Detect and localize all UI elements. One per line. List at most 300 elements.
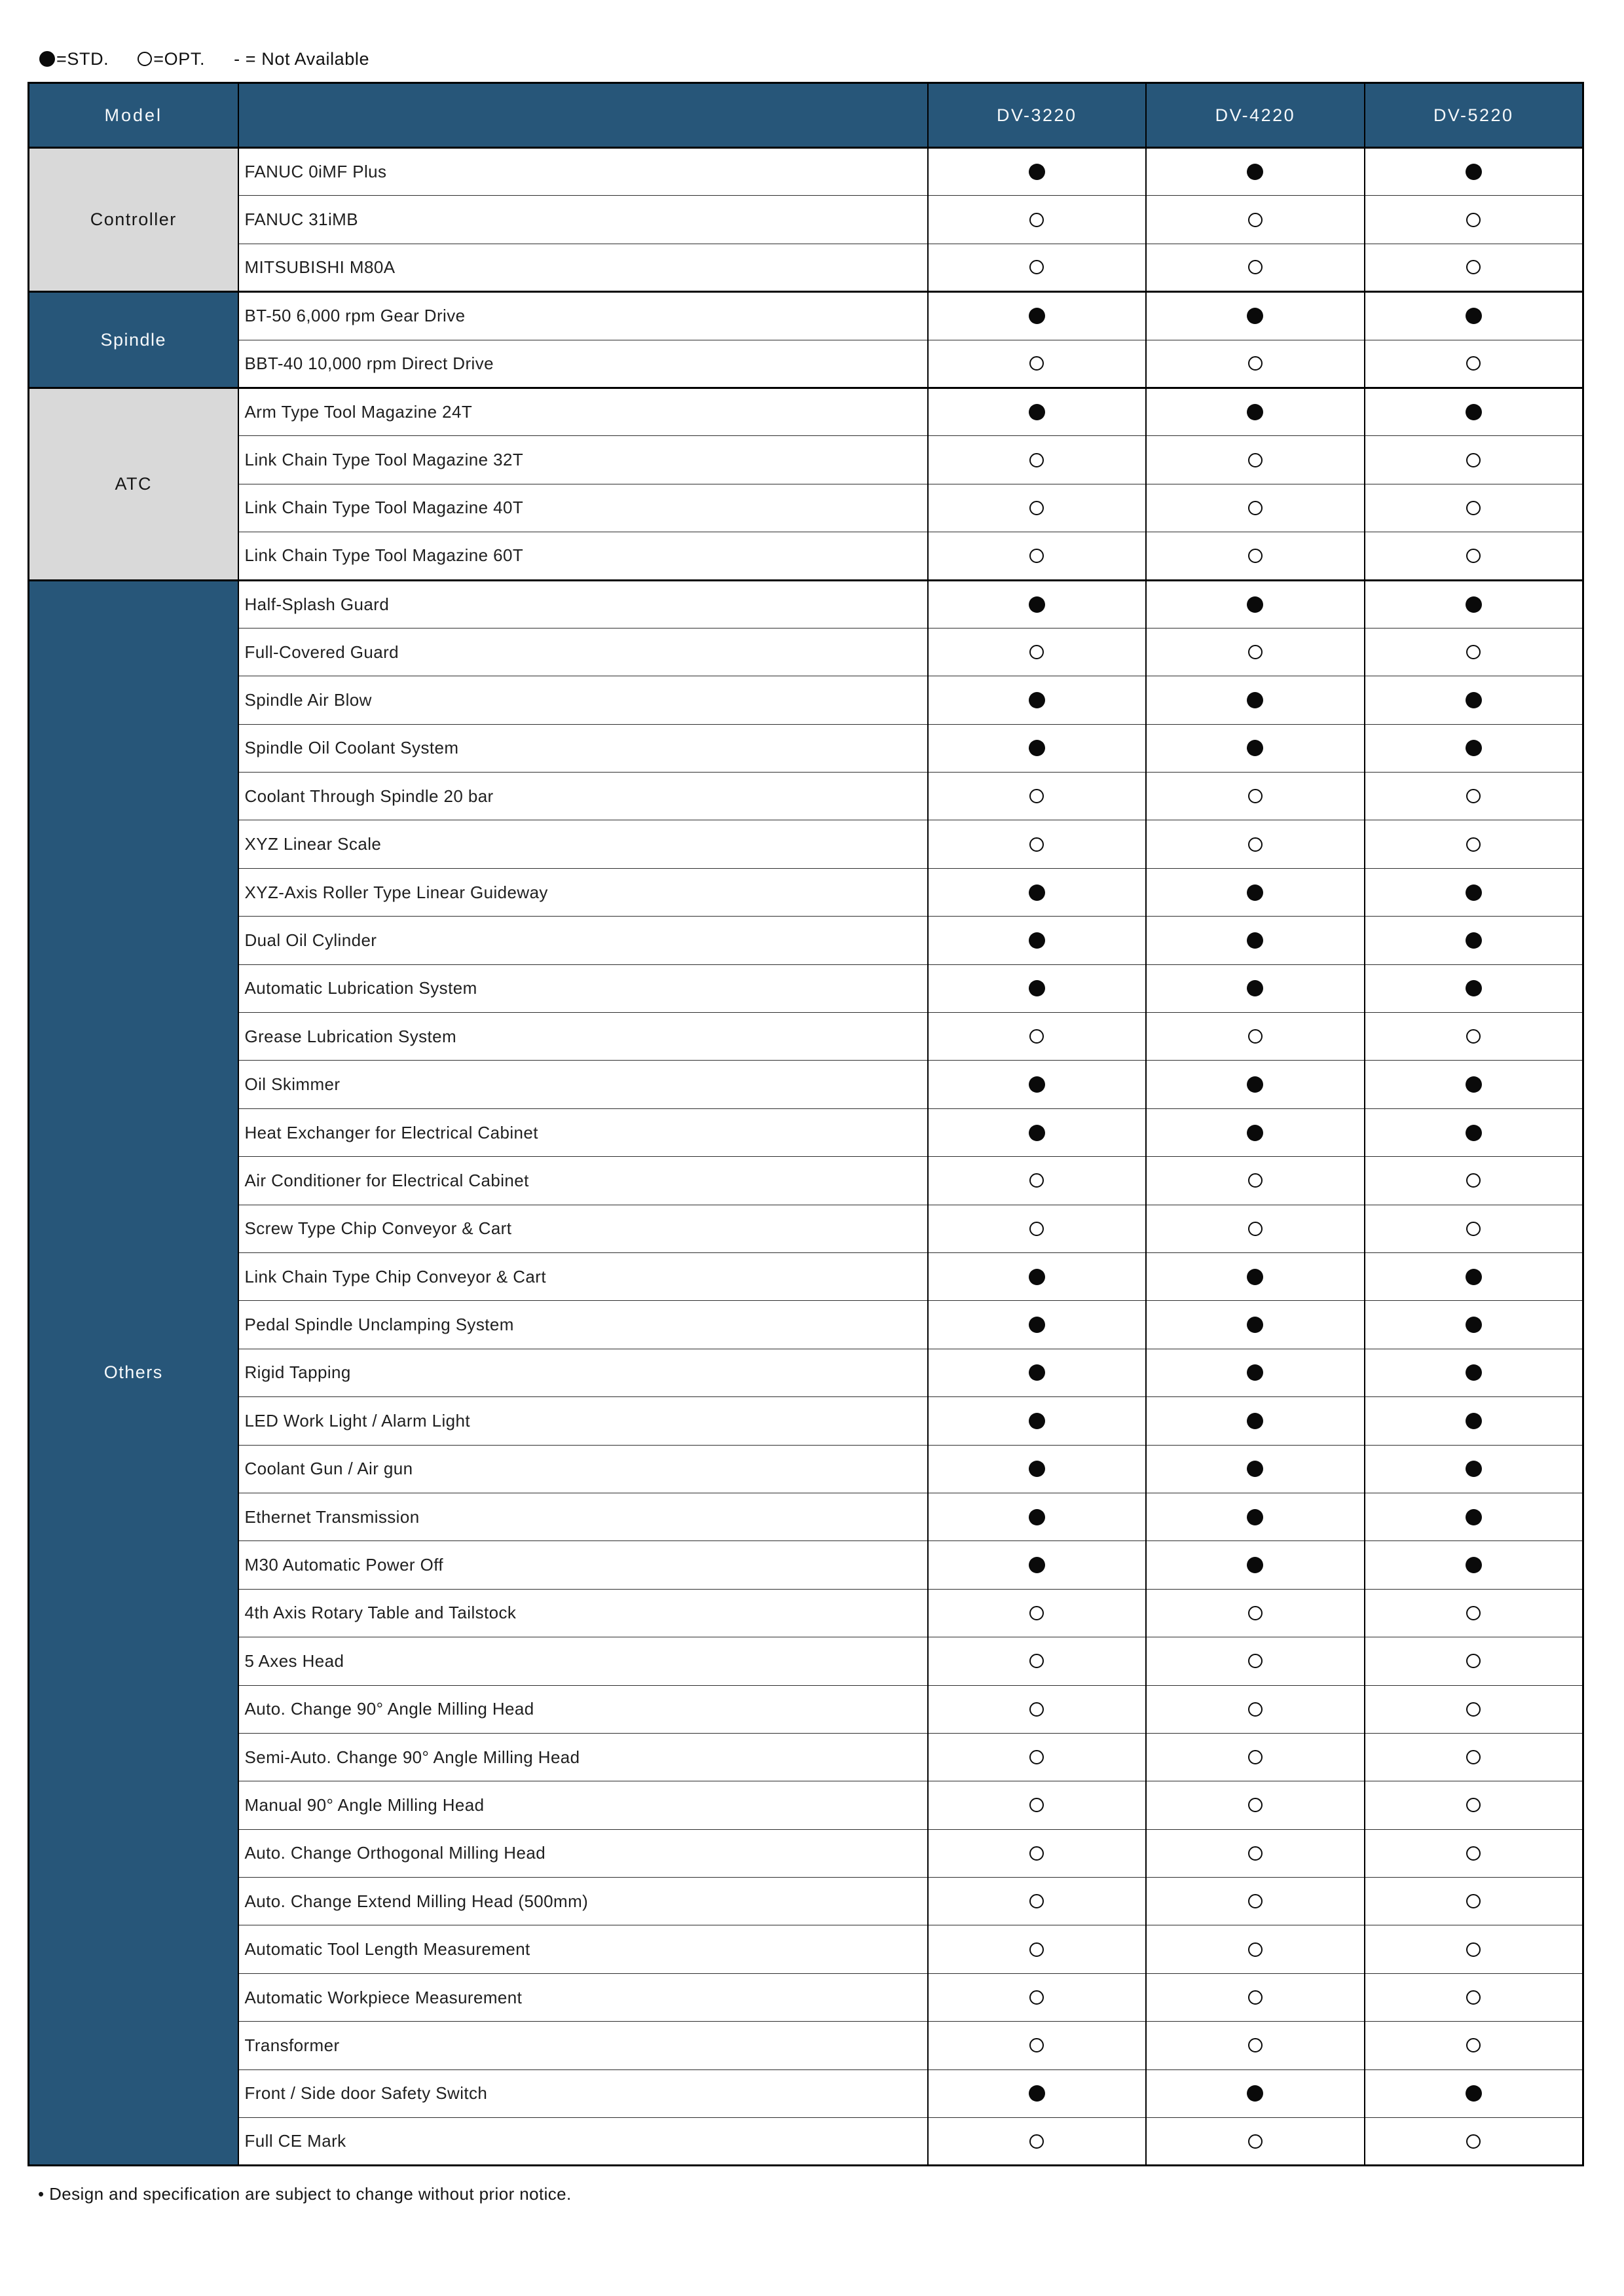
opt-mark-icon bbox=[1248, 1750, 1263, 1764]
table-row bbox=[29, 964, 1583, 1012]
opt-mark-icon bbox=[1466, 1029, 1481, 1044]
opt-mark-icon bbox=[1466, 356, 1481, 371]
legend-opt bbox=[138, 49, 205, 69]
table-row bbox=[29, 1493, 1583, 1540]
std-mark-icon bbox=[1466, 1509, 1482, 1525]
availability-cell bbox=[1146, 2118, 1365, 2166]
availability-cell bbox=[1146, 868, 1365, 916]
availability-cell bbox=[928, 1061, 1147, 1108]
opt-mark-icon bbox=[1248, 2038, 1263, 2052]
opt-mark-icon bbox=[1248, 453, 1263, 467]
availability-cell bbox=[1146, 964, 1365, 1012]
std-mark-icon bbox=[1466, 1269, 1482, 1285]
opt-mark-icon bbox=[1248, 501, 1263, 515]
availability-cell bbox=[928, 1781, 1147, 1829]
opt-mark-icon bbox=[1029, 213, 1044, 227]
opt-mark-icon bbox=[1466, 549, 1481, 563]
availability-cell bbox=[1146, 917, 1365, 964]
opt-mark-icon bbox=[1029, 837, 1044, 852]
availability-cell bbox=[1365, 1301, 1583, 1349]
std-mark-icon bbox=[1029, 1557, 1045, 1573]
std-mark-icon bbox=[1029, 1269, 1045, 1285]
std-mark-icon bbox=[1029, 884, 1045, 901]
opt-mark-icon bbox=[1248, 1846, 1263, 1861]
table-row bbox=[29, 1925, 1583, 1973]
availability-cell bbox=[1146, 388, 1365, 435]
availability-cell bbox=[1146, 244, 1365, 291]
availability-cell bbox=[1146, 1397, 1365, 1445]
std-mark-icon bbox=[1029, 1125, 1045, 1141]
feature-label: Automatic Tool Length Measurement bbox=[238, 1925, 928, 1973]
feature-label: Grease Lubrication System bbox=[238, 1013, 928, 1061]
availability-cell bbox=[928, 868, 1147, 916]
spec-table bbox=[28, 82, 1584, 2166]
availability-cell bbox=[1146, 1541, 1365, 1589]
opt-mark-icon bbox=[1248, 1654, 1263, 1668]
std-mark-icon bbox=[1029, 1413, 1045, 1429]
opt-mark-icon bbox=[1466, 2038, 1481, 2052]
std-mark-icon bbox=[39, 51, 55, 67]
feature-label: Arm Type Tool Magazine 24T bbox=[238, 388, 928, 435]
opt-mark-icon bbox=[1466, 837, 1481, 852]
opt-mark-icon bbox=[1248, 1029, 1263, 1044]
availability-cell bbox=[928, 292, 1147, 340]
table-row bbox=[29, 628, 1583, 676]
availability-cell bbox=[928, 1445, 1147, 1493]
availability-cell bbox=[928, 148, 1147, 196]
std-mark-icon bbox=[1029, 404, 1045, 420]
std-mark-icon bbox=[1029, 980, 1045, 996]
availability-cell bbox=[1365, 1781, 1583, 1829]
opt-mark-icon bbox=[1029, 1990, 1044, 2005]
std-mark-icon bbox=[1466, 1364, 1482, 1381]
availability-cell bbox=[928, 1013, 1147, 1061]
opt-mark-icon bbox=[1029, 1942, 1044, 1957]
table-row bbox=[29, 1445, 1583, 1493]
availability-cell bbox=[928, 1301, 1147, 1349]
feature-label: Air Conditioner for Electrical Cabinet bbox=[238, 1157, 928, 1205]
availability-cell bbox=[1365, 2118, 1583, 2166]
opt-mark-icon bbox=[1029, 1894, 1044, 1908]
legend-opt-label: =OPT. bbox=[153, 48, 206, 69]
table-row bbox=[29, 820, 1583, 868]
availability-cell bbox=[1146, 1252, 1365, 1300]
feature-label: FANUC 31iMB bbox=[238, 196, 928, 244]
std-mark-icon bbox=[1466, 308, 1482, 324]
availability-cell bbox=[1146, 820, 1365, 868]
availability-cell bbox=[1146, 773, 1365, 820]
std-mark-icon bbox=[1029, 932, 1045, 949]
feature-label: Screw Type Chip Conveyor & Cart bbox=[238, 1205, 928, 1252]
availability-cell bbox=[1365, 244, 1583, 291]
table-row bbox=[29, 1157, 1583, 1205]
feature-label: Full-Covered Guard bbox=[238, 628, 928, 676]
opt-mark-icon bbox=[1248, 789, 1263, 803]
header-column-dv5220: DV-5220 bbox=[1365, 83, 1583, 148]
feature-label: FANUC 0iMF Plus bbox=[238, 148, 928, 196]
availability-cell bbox=[1365, 436, 1583, 484]
std-mark-icon bbox=[1466, 932, 1482, 949]
feature-label: Oil Skimmer bbox=[238, 1061, 928, 1108]
feature-label: XYZ-Axis Roller Type Linear Guideway bbox=[238, 868, 928, 916]
table-row bbox=[29, 484, 1583, 532]
opt-mark-icon bbox=[1029, 1606, 1044, 1620]
availability-cell bbox=[928, 1108, 1147, 1156]
std-mark-icon bbox=[1247, 1317, 1263, 1333]
std-mark-icon bbox=[1247, 1364, 1263, 1381]
feature-label: Coolant Through Spindle 20 bar bbox=[238, 773, 928, 820]
feature-label: Front / Side door Safety Switch bbox=[238, 2069, 928, 2117]
opt-mark-icon bbox=[1466, 1654, 1481, 1668]
footer-note: • Design and specification are subject to change without prior notice. bbox=[38, 2184, 572, 2204]
availability-cell bbox=[1365, 1925, 1583, 1973]
opt-mark-icon bbox=[1248, 1894, 1263, 1908]
availability-cell bbox=[928, 1878, 1147, 1925]
std-mark-icon bbox=[1466, 1557, 1482, 1573]
availability-cell bbox=[1365, 1829, 1583, 1877]
table-row bbox=[29, 1878, 1583, 1925]
opt-mark-icon bbox=[1029, 549, 1044, 563]
opt-mark-icon bbox=[1029, 2134, 1044, 2149]
table-row bbox=[29, 292, 1583, 340]
availability-cell bbox=[928, 1252, 1147, 1300]
std-mark-icon bbox=[1247, 1413, 1263, 1429]
availability-cell bbox=[1365, 196, 1583, 244]
feature-label: Spindle Air Blow bbox=[238, 676, 928, 724]
feature-label: Link Chain Type Tool Magazine 40T bbox=[238, 484, 928, 532]
std-mark-icon bbox=[1247, 404, 1263, 420]
availability-cell bbox=[928, 724, 1147, 772]
opt-mark-icon bbox=[1248, 1173, 1263, 1188]
availability-cell bbox=[928, 1685, 1147, 1733]
availability-cell bbox=[1365, 1973, 1583, 2021]
feature-label: Auto. Change Orthogonal Milling Head bbox=[238, 1829, 928, 1877]
group-cell-atc: ATC bbox=[29, 388, 238, 580]
availability-cell bbox=[1146, 340, 1365, 388]
opt-mark-icon bbox=[138, 52, 152, 66]
table-row bbox=[29, 532, 1583, 580]
availability-cell bbox=[1365, 917, 1583, 964]
std-mark-icon bbox=[1029, 1364, 1045, 1381]
availability-cell bbox=[928, 2118, 1147, 2166]
opt-mark-icon bbox=[1029, 1702, 1044, 1717]
availability-cell bbox=[928, 388, 1147, 435]
std-mark-icon bbox=[1466, 1413, 1482, 1429]
table-row bbox=[29, 1061, 1583, 1108]
availability-cell bbox=[1146, 196, 1365, 244]
table-row bbox=[29, 1205, 1583, 1252]
feature-label: M30 Automatic Power Off bbox=[238, 1541, 928, 1589]
opt-mark-icon bbox=[1029, 1222, 1044, 1236]
availability-cell bbox=[1365, 964, 1583, 1012]
availability-cell bbox=[928, 628, 1147, 676]
spec-table-body bbox=[29, 148, 1583, 2166]
table-row bbox=[29, 1733, 1583, 1781]
opt-mark-icon bbox=[1248, 1798, 1263, 1812]
feature-label: Coolant Gun / Air gun bbox=[238, 1445, 928, 1493]
availability-cell bbox=[1365, 1397, 1583, 1445]
availability-cell bbox=[1365, 1252, 1583, 1300]
availability-cell bbox=[928, 1925, 1147, 1973]
availability-cell bbox=[1365, 1878, 1583, 1925]
availability-cell bbox=[1146, 1685, 1365, 1733]
feature-label: Semi-Auto. Change 90° Angle Milling Head bbox=[238, 1733, 928, 1781]
opt-mark-icon bbox=[1248, 1606, 1263, 1620]
table-row bbox=[29, 1637, 1583, 1685]
feature-label: Manual 90° Angle Milling Head bbox=[238, 1781, 928, 1829]
std-mark-icon bbox=[1466, 596, 1482, 613]
feature-label: Automatic Lubrication System bbox=[238, 964, 928, 1012]
std-mark-icon bbox=[1247, 1076, 1263, 1093]
availability-cell bbox=[1365, 580, 1583, 628]
std-mark-icon bbox=[1029, 2085, 1045, 2102]
opt-mark-icon bbox=[1248, 2134, 1263, 2149]
feature-label: Full CE Mark bbox=[238, 2118, 928, 2166]
opt-mark-icon bbox=[1029, 1798, 1044, 1812]
table-row bbox=[29, 1685, 1583, 1733]
opt-mark-icon bbox=[1248, 1702, 1263, 1717]
opt-mark-icon bbox=[1248, 1222, 1263, 1236]
opt-mark-icon bbox=[1466, 1798, 1481, 1812]
legend bbox=[39, 45, 369, 73]
std-mark-icon bbox=[1466, 1317, 1482, 1333]
availability-cell bbox=[928, 1205, 1147, 1252]
table-row bbox=[29, 724, 1583, 772]
feature-label: Automatic Workpiece Measurement bbox=[238, 1973, 928, 2021]
table-row bbox=[29, 868, 1583, 916]
header-column-dv4220: DV-4220 bbox=[1146, 83, 1365, 148]
availability-cell bbox=[928, 436, 1147, 484]
availability-cell bbox=[1146, 676, 1365, 724]
std-mark-icon bbox=[1247, 1509, 1263, 1525]
opt-mark-icon bbox=[1029, 1173, 1044, 1188]
legend-na-label: - = Not Available bbox=[234, 48, 370, 69]
feature-label: BBT-40 10,000 rpm Direct Drive bbox=[238, 340, 928, 388]
opt-mark-icon bbox=[1029, 1846, 1044, 1861]
group-cell-others: Others bbox=[29, 580, 238, 2166]
legend-std bbox=[39, 49, 109, 69]
availability-cell bbox=[1146, 1061, 1365, 1108]
availability-cell bbox=[928, 2069, 1147, 2117]
table-row bbox=[29, 1397, 1583, 1445]
feature-label: Auto. Change Extend Milling Head (500mm) bbox=[238, 1878, 928, 1925]
std-mark-icon bbox=[1029, 1076, 1045, 1093]
table-row bbox=[29, 773, 1583, 820]
opt-mark-icon bbox=[1029, 1750, 1044, 1764]
std-mark-icon bbox=[1029, 164, 1045, 180]
availability-cell bbox=[1365, 1013, 1583, 1061]
opt-mark-icon bbox=[1029, 2038, 1044, 2052]
feature-label: Link Chain Type Tool Magazine 32T bbox=[238, 436, 928, 484]
availability-cell bbox=[1365, 1061, 1583, 1108]
availability-cell bbox=[928, 964, 1147, 1012]
std-mark-icon bbox=[1466, 692, 1482, 708]
availability-cell bbox=[928, 340, 1147, 388]
header-feature-spacer bbox=[238, 83, 928, 148]
table-row bbox=[29, 1973, 1583, 2021]
opt-mark-icon bbox=[1466, 2134, 1481, 2149]
feature-label: Dual Oil Cylinder bbox=[238, 917, 928, 964]
feature-label: Auto. Change 90° Angle Milling Head bbox=[238, 1685, 928, 1733]
availability-cell bbox=[1146, 1108, 1365, 1156]
std-mark-icon bbox=[1247, 1269, 1263, 1285]
std-mark-icon bbox=[1029, 740, 1045, 756]
availability-cell bbox=[1146, 1493, 1365, 1540]
header-model-label: Model bbox=[29, 83, 238, 148]
opt-mark-icon bbox=[1029, 1654, 1044, 1668]
opt-mark-icon bbox=[1248, 356, 1263, 371]
availability-cell bbox=[1365, 1108, 1583, 1156]
opt-mark-icon bbox=[1248, 213, 1263, 227]
availability-cell bbox=[1365, 148, 1583, 196]
availability-cell bbox=[1146, 2022, 1365, 2069]
opt-mark-icon bbox=[1248, 645, 1263, 659]
opt-mark-icon bbox=[1466, 1894, 1481, 1908]
table-row bbox=[29, 244, 1583, 291]
availability-cell bbox=[1365, 773, 1583, 820]
availability-cell bbox=[1146, 1878, 1365, 1925]
opt-mark-icon bbox=[1466, 789, 1481, 803]
availability-cell bbox=[1146, 628, 1365, 676]
table-row bbox=[29, 148, 1583, 196]
availability-cell bbox=[1146, 148, 1365, 196]
availability-cell bbox=[1146, 724, 1365, 772]
opt-mark-icon bbox=[1466, 1702, 1481, 1717]
table-row bbox=[29, 1108, 1583, 1156]
availability-cell bbox=[1146, 1349, 1365, 1396]
opt-mark-icon bbox=[1248, 549, 1263, 563]
availability-cell bbox=[928, 1637, 1147, 1685]
availability-cell bbox=[1146, 532, 1365, 580]
table-row bbox=[29, 580, 1583, 628]
feature-label: Half-Splash Guard bbox=[238, 580, 928, 628]
opt-mark-icon bbox=[1466, 260, 1481, 274]
availability-cell bbox=[1365, 2069, 1583, 2117]
feature-label: Ethernet Transmission bbox=[238, 1493, 928, 1540]
availability-cell bbox=[928, 1973, 1147, 2021]
feature-label: Rigid Tapping bbox=[238, 1349, 928, 1396]
availability-cell bbox=[928, 1733, 1147, 1781]
table-row bbox=[29, 917, 1583, 964]
opt-mark-icon bbox=[1466, 1173, 1481, 1188]
availability-cell bbox=[928, 820, 1147, 868]
std-mark-icon bbox=[1466, 884, 1482, 901]
availability-cell bbox=[1146, 1205, 1365, 1252]
table-row bbox=[29, 2069, 1583, 2117]
std-mark-icon bbox=[1247, 1125, 1263, 1141]
availability-cell bbox=[928, 1829, 1147, 1877]
availability-cell bbox=[1365, 1589, 1583, 1637]
feature-label: LED Work Light / Alarm Light bbox=[238, 1397, 928, 1445]
std-mark-icon bbox=[1466, 404, 1482, 420]
availability-cell bbox=[928, 1157, 1147, 1205]
table-row bbox=[29, 1349, 1583, 1396]
availability-cell bbox=[1365, 1541, 1583, 1589]
availability-cell bbox=[928, 676, 1147, 724]
std-mark-icon bbox=[1029, 596, 1045, 613]
table-row bbox=[29, 436, 1583, 484]
feature-label: BT-50 6,000 rpm Gear Drive bbox=[238, 292, 928, 340]
table-row bbox=[29, 1589, 1583, 1637]
std-mark-icon bbox=[1466, 1461, 1482, 1477]
availability-cell bbox=[1146, 436, 1365, 484]
std-mark-icon bbox=[1247, 692, 1263, 708]
availability-cell bbox=[928, 580, 1147, 628]
availability-cell bbox=[1365, 388, 1583, 435]
availability-cell bbox=[1146, 484, 1365, 532]
opt-mark-icon bbox=[1466, 1750, 1481, 1764]
availability-cell bbox=[928, 1589, 1147, 1637]
table-row bbox=[29, 196, 1583, 244]
opt-mark-icon bbox=[1029, 260, 1044, 274]
group-cell-spindle: Spindle bbox=[29, 292, 238, 388]
availability-cell bbox=[1365, 628, 1583, 676]
std-mark-icon bbox=[1247, 596, 1263, 613]
opt-mark-icon bbox=[1029, 645, 1044, 659]
opt-mark-icon bbox=[1029, 1029, 1044, 1044]
feature-label: Spindle Oil Coolant System bbox=[238, 724, 928, 772]
table-row bbox=[29, 1013, 1583, 1061]
opt-mark-icon bbox=[1466, 1846, 1481, 1861]
opt-mark-icon bbox=[1466, 213, 1481, 227]
std-mark-icon bbox=[1247, 980, 1263, 996]
availability-cell bbox=[1365, 676, 1583, 724]
availability-cell bbox=[928, 532, 1147, 580]
availability-cell bbox=[928, 2022, 1147, 2069]
std-mark-icon bbox=[1466, 1125, 1482, 1141]
std-mark-icon bbox=[1247, 1557, 1263, 1573]
feature-label: Heat Exchanger for Electrical Cabinet bbox=[238, 1108, 928, 1156]
std-mark-icon bbox=[1247, 884, 1263, 901]
availability-cell bbox=[1365, 292, 1583, 340]
std-mark-icon bbox=[1466, 164, 1482, 180]
availability-cell bbox=[1146, 2069, 1365, 2117]
table-row bbox=[29, 1541, 1583, 1589]
std-mark-icon bbox=[1466, 740, 1482, 756]
availability-cell bbox=[1146, 1589, 1365, 1637]
header-row bbox=[29, 83, 1583, 148]
availability-cell bbox=[928, 1397, 1147, 1445]
table-row bbox=[29, 1252, 1583, 1300]
std-mark-icon bbox=[1029, 692, 1045, 708]
availability-cell bbox=[1365, 2022, 1583, 2069]
table-row bbox=[29, 2118, 1583, 2166]
availability-cell bbox=[928, 1541, 1147, 1589]
table-row bbox=[29, 1301, 1583, 1349]
availability-cell bbox=[1146, 1301, 1365, 1349]
availability-cell bbox=[1146, 1013, 1365, 1061]
availability-cell bbox=[1365, 1493, 1583, 1540]
std-mark-icon bbox=[1247, 740, 1263, 756]
feature-label: 5 Axes Head bbox=[238, 1637, 928, 1685]
std-mark-icon bbox=[1029, 1509, 1045, 1525]
feature-label: Pedal Spindle Unclamping System bbox=[238, 1301, 928, 1349]
availability-cell bbox=[1365, 1157, 1583, 1205]
availability-cell bbox=[928, 1493, 1147, 1540]
availability-cell bbox=[1365, 1685, 1583, 1733]
availability-cell bbox=[928, 917, 1147, 964]
availability-cell bbox=[1146, 1925, 1365, 1973]
feature-label: Transformer bbox=[238, 2022, 928, 2069]
std-mark-icon bbox=[1466, 980, 1482, 996]
availability-cell bbox=[1365, 868, 1583, 916]
legend-not-available bbox=[234, 49, 369, 69]
availability-cell bbox=[928, 773, 1147, 820]
opt-mark-icon bbox=[1466, 453, 1481, 467]
availability-cell bbox=[1146, 292, 1365, 340]
availability-cell bbox=[928, 1349, 1147, 1396]
table-row bbox=[29, 1829, 1583, 1877]
